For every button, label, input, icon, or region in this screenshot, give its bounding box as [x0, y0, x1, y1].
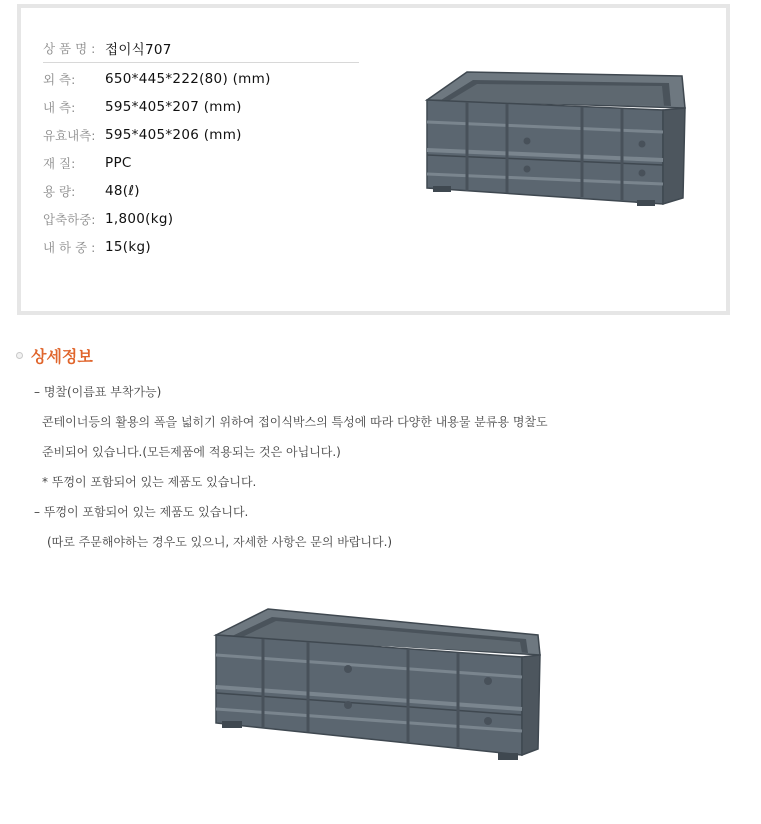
spec-label: 용 량: — [43, 184, 76, 199]
spec-row-name — [43, 34, 359, 63]
spec-label: 내 하 중 : — [43, 240, 96, 255]
spec-value: 650*445*222(80) (mm) — [105, 71, 271, 87]
spec-row-material — [43, 149, 359, 177]
spec-table — [43, 34, 359, 261]
spec-label: 내 측: — [43, 100, 76, 115]
spec-value: 15(kg) — [105, 239, 151, 255]
section-heading: 상세정보 — [31, 347, 93, 366]
spec-label: 재 질: — [43, 156, 76, 171]
spec-label: 유효내측: — [43, 128, 96, 143]
spec-value: PPC — [105, 155, 132, 171]
spec-row-outer — [43, 65, 359, 93]
detail-line: – 뚜껑이 포함되어 있는 제품도 있습니다. — [34, 505, 249, 519]
spec-row-inner — [43, 93, 359, 121]
spec-label: 상 품 명 : — [43, 41, 96, 56]
spec-row-capacity — [43, 177, 359, 205]
detail-line: – 명찰(이름표 부착가능) — [34, 385, 162, 399]
spec-value: 접이식707 — [105, 42, 172, 58]
spec-value: 595*405*206 (mm) — [105, 127, 242, 143]
spec-row-load-capacity — [43, 233, 359, 261]
product-image-folding-crate — [407, 66, 707, 221]
spec-row-effective-inner — [43, 121, 359, 149]
spec-value: 48(ℓ) — [105, 183, 140, 199]
spec-value: 1,800(kg) — [105, 211, 174, 227]
spec-label: 외 측: — [43, 72, 76, 87]
detail-line: (따로 주문해야하는 경우도 있으니, 자세한 사항은 문의 바랍니다.) — [47, 535, 393, 549]
product-spec-box — [17, 4, 730, 315]
bullet-icon — [16, 352, 23, 359]
detail-line: 콘테이너등의 활용의 폭을 넓히기 위하여 접이식박스의 특성에 따라 다양한 내용물 분류용 명찰도 — [42, 415, 548, 429]
spec-value: 595*405*207 (mm) — [105, 99, 242, 115]
product-image-folding-crate-large — [208, 605, 548, 780]
spec-row-compression-load — [43, 205, 359, 233]
detail-line: * 뚜껑이 포함되어 있는 제품도 있습니다. — [42, 475, 257, 489]
detail-line: 준비되어 있습니다.(모든제품에 적용되는 것은 아닙니다.) — [42, 445, 341, 459]
spec-label: 압축하중: — [43, 212, 96, 227]
section-title-detail — [16, 344, 93, 367]
